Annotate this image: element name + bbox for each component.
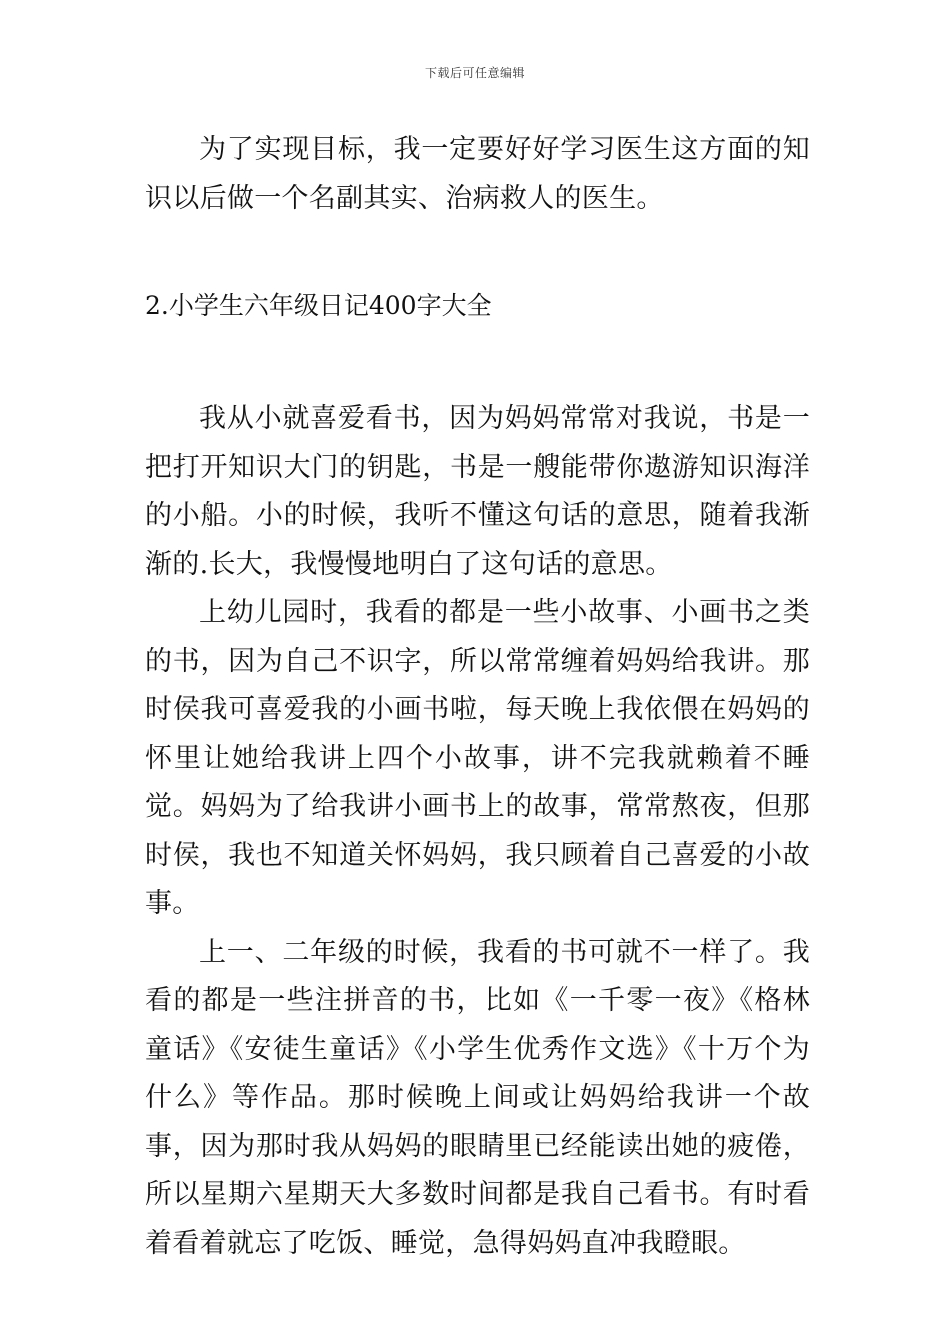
page-header-note: 下载后可任意编辑 [424, 66, 525, 80]
spacer [145, 223, 810, 282]
spacer [145, 330, 810, 395]
document-body [145, 126, 810, 1268]
body-paragraph: 我从小就喜爱看书，因为妈妈常常对我说，书是一把打开知识大门的钥匙，书是一艘能带你遨游知识海洋的小船。小的时候，我听不懂这句话的意思，随着我渐渐的.长大，我慢慢地明白了这句话的意思。 [145, 403, 810, 580]
body-paragraph: 上幼儿园时，我看的都是一些小故事、小画书之类的书，因为自己不识字，所以常常缠着妈妈给我讲。那时侯我可喜爱我的小画书啦，每天晚上我依偎在妈妈的怀里让她给我讲上四个小故事，讲不完我就赖着不睡觉。妈妈为了给我讲小画书上的故事，常常熬夜，但那时侯，我也不知道关怀妈妈，我只顾着自己喜爱的小故事。 [145, 597, 810, 919]
body-paragraph: 上一、二年级的时候，我看的书可就不一样了。我看的都是一些注拼音的书，比如《一千零一夜》《格林童话》《安徒生童话》《小学生优秀作文选》《十万个为什么》等作品。那时候晚上间或让妈妈给我讲一个故事，因为那时我从妈妈的眼睛里已经能读出她的疲倦，所以星期六星期天大多数时间都是我自己看书。有时看着看着就忘了吃饭、睡觉，急得妈妈直冲我瞪眼。 [145, 936, 810, 1259]
section-heading: 2.小学生六年级日记400字大全 [145, 291, 492, 320]
intro-paragraph: 为了实现目标，我一定要好好学习医生这方面的知识以后做一个名副其实、治病救人的医生。 [145, 134, 810, 214]
